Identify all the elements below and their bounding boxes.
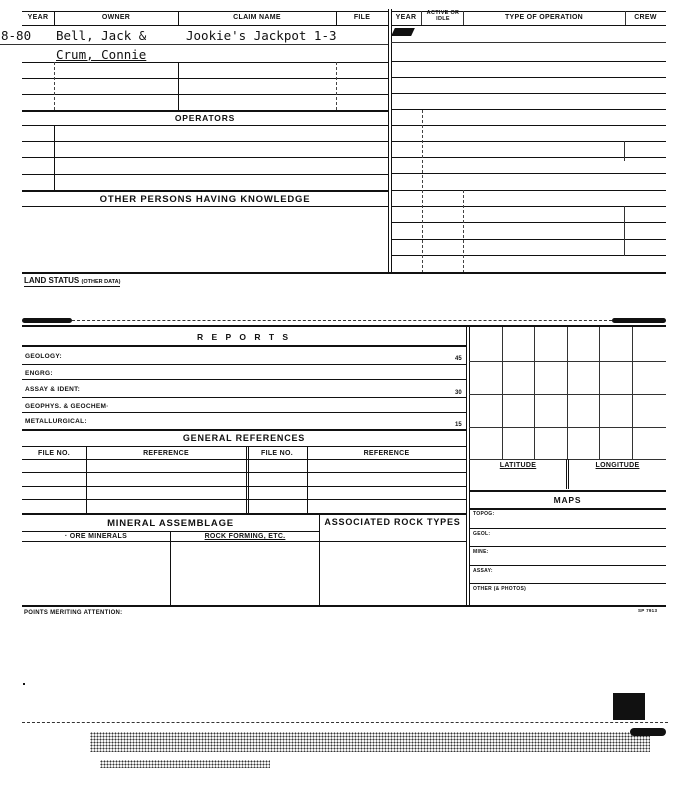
header-reference-2: REFERENCE	[363, 450, 410, 457]
row-line	[22, 364, 466, 365]
longitude-label: LONGITUDE	[595, 462, 640, 469]
divider	[22, 446, 466, 447]
divider	[422, 110, 423, 273]
row-line	[391, 109, 666, 110]
divider	[178, 62, 179, 110]
divider	[391, 25, 666, 26]
row-line	[22, 62, 388, 63]
row-line	[22, 397, 466, 398]
row1-owner[interactable]: Bell, Jack &	[56, 28, 147, 43]
report-geology-number: 45	[455, 356, 462, 362]
divider	[307, 446, 308, 513]
grid-line	[502, 327, 503, 459]
header-rock-forming: ROCK FORMING, ETC.	[204, 533, 286, 540]
row-line	[469, 565, 666, 566]
header-op-year: YEAR	[395, 14, 417, 21]
row-line	[22, 412, 466, 413]
row-line	[22, 472, 466, 473]
divider	[170, 531, 171, 605]
grid-line	[469, 394, 666, 395]
map-assay-label: ASSAY:	[473, 568, 493, 574]
row1-year[interactable]: 8-80	[1, 28, 32, 43]
report-metallurgical-number: 15	[455, 422, 462, 428]
map-mine-label: MINE:	[473, 549, 489, 555]
divider	[22, 429, 466, 431]
header-type-of-operation: TYPE OF OPERATION	[504, 14, 584, 21]
row-line	[22, 499, 466, 500]
header-file-no-2: FILE NO.	[261, 450, 293, 457]
divider	[463, 190, 464, 273]
operators-title: OPERATORS	[174, 113, 236, 123]
form-id: SP 7913	[638, 608, 658, 613]
divider	[319, 514, 320, 605]
header-owner: OWNER	[101, 14, 131, 21]
map-geol-label: GEOL:	[473, 531, 491, 537]
grid-line	[469, 427, 666, 428]
scan-noise	[90, 732, 650, 752]
row2-owner[interactable]: Crum, Connie	[56, 47, 147, 62]
grid-line	[632, 327, 633, 459]
maps-title: MAPS	[553, 495, 582, 505]
divider	[22, 345, 466, 347]
row-line	[22, 78, 388, 79]
divider	[421, 11, 422, 25]
header-year: YEAR	[27, 14, 49, 21]
row-line	[22, 379, 466, 380]
divider	[22, 513, 466, 515]
registration-mark	[613, 693, 645, 720]
divider	[22, 206, 388, 207]
divider	[54, 62, 55, 110]
row-line	[391, 93, 666, 94]
edge-line	[22, 722, 668, 723]
row-line	[391, 190, 666, 191]
divider	[336, 62, 337, 110]
header-reference-1: REFERENCE	[143, 450, 189, 457]
divider	[22, 110, 388, 112]
divider	[86, 446, 87, 513]
divider	[469, 490, 666, 492]
ink-smudge	[612, 318, 666, 323]
speck	[23, 683, 25, 685]
row-line	[391, 173, 666, 174]
report-engrg-label: ENGRG:	[25, 370, 53, 377]
divider	[22, 605, 666, 607]
divider	[22, 190, 388, 192]
row-line	[391, 125, 666, 126]
report-geology-label: GEOLOGY:	[25, 353, 62, 360]
ink-smudge	[630, 728, 666, 736]
divider	[22, 541, 466, 542]
row-line	[469, 528, 666, 529]
report-assay-label: ASSAY & IDENT:	[25, 386, 81, 393]
divider	[568, 459, 569, 489]
associated-rock-types-title: ASSOCIATED ROCK TYPES	[324, 517, 461, 527]
report-assay-number: 30	[455, 390, 462, 396]
divider	[22, 272, 666, 274]
row-line	[469, 546, 666, 547]
divider	[466, 325, 467, 605]
divider	[624, 141, 625, 161]
row-line	[22, 141, 388, 142]
header-claim-name: CLAIM NAME	[233, 14, 281, 21]
divider	[469, 508, 666, 510]
divider	[22, 25, 388, 26]
map-other-label: OTHER (& PHOTOS)	[473, 586, 527, 592]
row-line	[391, 61, 666, 62]
divider	[624, 206, 625, 256]
points-meriting-attention-label: POINTS MERITING ATTENTION:	[24, 610, 123, 616]
map-topog-label: TOPOG:	[473, 511, 495, 517]
grid-line	[599, 327, 600, 459]
header-active-idle: ACTIVE OR IDLE	[426, 10, 460, 22]
divider	[566, 459, 567, 489]
row-line	[22, 486, 466, 487]
divider	[248, 446, 249, 513]
report-metallurgical-label: METALLURGICAL:	[25, 418, 87, 425]
grid-line	[567, 327, 568, 459]
header-file-no-1: FILE NO.	[38, 450, 70, 457]
scan-noise	[100, 760, 270, 768]
report-geophys-label: GEOPHYS. & GEOCHEM·	[25, 403, 109, 410]
row-line	[22, 174, 388, 175]
general-references-title: GENERAL REFERENCES	[182, 433, 306, 443]
divider	[22, 125, 388, 126]
divider	[22, 325, 666, 327]
row-line	[391, 77, 666, 78]
reports-title: R E P O R T S	[196, 332, 292, 342]
divider	[388, 9, 389, 273]
land-status	[24, 276, 120, 287]
ink-scribble	[391, 28, 415, 36]
row-line	[0, 44, 388, 45]
latitude-label: LATITUDE	[499, 462, 537, 469]
row1-claim-name[interactable]: Jookie's Jackpot 1-3	[186, 28, 337, 43]
ink-smudge	[22, 318, 72, 323]
row-line	[469, 583, 666, 584]
divider	[72, 320, 612, 321]
mineral-assemblage-title: MINERAL ASSEMBLAGE	[107, 518, 234, 529]
other-persons-title: OTHER PERSONS HAVING KNOWLEDGE	[99, 194, 311, 205]
row-line	[391, 42, 666, 43]
row-line	[22, 459, 466, 460]
header-ore-minerals: · ORE MINERALS	[64, 533, 128, 540]
row-line	[22, 157, 388, 158]
divider	[22, 11, 388, 12]
grid-line	[469, 361, 666, 362]
header-crew: CREW	[634, 14, 657, 21]
grid-line	[534, 327, 535, 459]
land-status-sublabel: (OTHER DATA)	[81, 279, 121, 285]
row-line	[22, 94, 388, 95]
divider	[246, 446, 247, 513]
header-file: FILE	[353, 14, 371, 21]
land-status-label: LAND STATUS	[24, 276, 80, 285]
divider	[54, 126, 55, 190]
